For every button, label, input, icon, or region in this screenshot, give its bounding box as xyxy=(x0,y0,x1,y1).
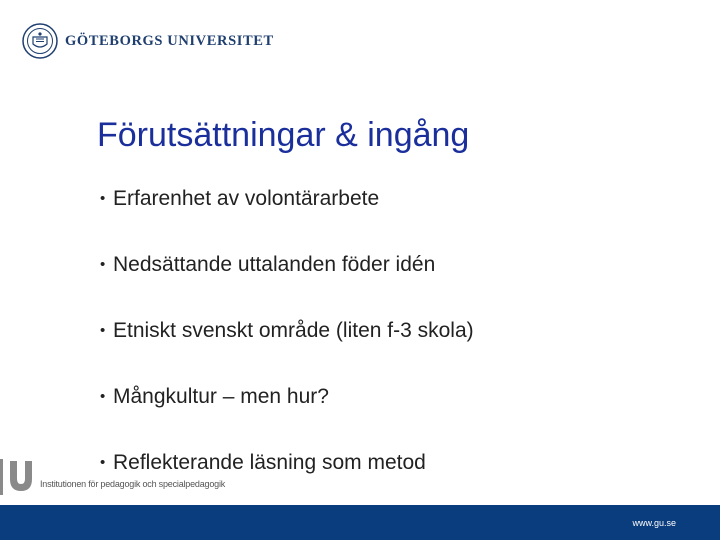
bullet-text: Reflekterande läsning som metod xyxy=(113,451,426,474)
bullet-text: Etniskt svenskt område (liten f-3 skola) xyxy=(113,319,474,342)
university-seal-icon xyxy=(22,23,58,59)
bullet-dot-icon: • xyxy=(100,388,106,405)
bullet-text: Mångkultur – men hur? xyxy=(113,385,329,408)
bullet-item xyxy=(100,384,474,450)
bullet-item xyxy=(100,186,474,252)
footer-bar xyxy=(0,505,720,540)
institution-logo-icon xyxy=(0,459,40,495)
bullet-dot-icon: • xyxy=(100,190,106,207)
bullet-dot-icon: • xyxy=(100,256,106,273)
bullet-text: Erfarenhet av volontärarbete xyxy=(113,187,380,210)
footer-url[interactable]: www.gu.se xyxy=(632,518,676,528)
university-name: GÖTEBORGS UNIVERSITET xyxy=(65,32,274,49)
university-logo xyxy=(22,21,274,61)
institution-name: Institutionen för pedagogik och specialpedagogik xyxy=(40,479,226,489)
bullet-dot-icon: • xyxy=(100,322,106,339)
bullet-list xyxy=(100,186,474,516)
bullet-text: Nedsättande uttalanden föder idén xyxy=(113,253,436,276)
slide-title: Förutsättningar & ingång xyxy=(97,116,470,154)
bullet-dot-icon: • xyxy=(100,454,106,471)
bullet-item xyxy=(100,252,474,318)
bullet-item xyxy=(100,318,474,384)
